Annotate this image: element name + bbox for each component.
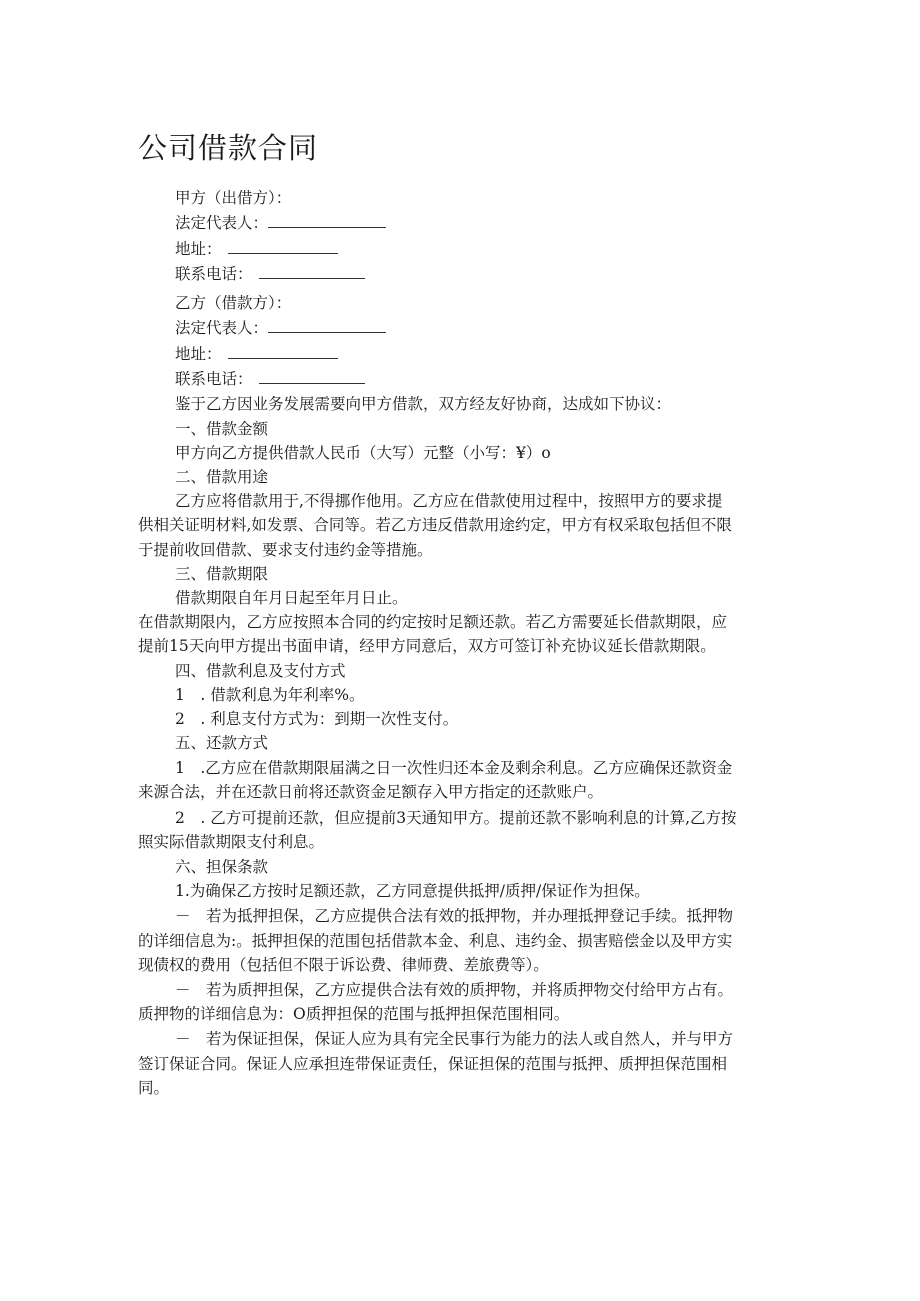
section-6-line-7: － 若为保证担保，保证人应为具有完全民事行为能力的法人或自然人，并与甲方 (175, 1030, 734, 1048)
party-a-rep-label: 法定代表人： (175, 214, 269, 232)
section-6-heading: 六、担保条款 (175, 858, 269, 876)
section-3-line-3: 提前15天向甲方提出书面申请，经甲方同意后，双方可签订补充协议延长借款期限。 (138, 637, 716, 655)
section-5-line-4: 照实际借款期限支付利息。 (138, 833, 325, 851)
section-6-line-1: 1.为确保乙方按时足额还款，乙方同意提供抵押/质押/保证作为担保。 (175, 882, 650, 900)
party-b-phone-blank (259, 369, 365, 384)
section-6-line-3: 的详细信息为:。抵押担保的范围包括借款本金、利息、违约金、损害赔偿金以及甲方实 (138, 932, 733, 950)
party-b-phone (175, 369, 365, 389)
party-b-rep-blank (268, 318, 386, 333)
section-2-line-3: 于提前收回借款、要求支付违约金等措施。 (138, 541, 433, 559)
section-5-heading: 五、还款方式 (175, 734, 269, 752)
party-a-address (175, 239, 338, 259)
party-b-representative (175, 318, 386, 338)
section-2-line-1: 乙方应将借款用于,不得挪作他用。乙方应在借款使用过程中，按照甲方的要求提 (175, 492, 723, 510)
section-6-line-9: 同。 (138, 1079, 170, 1097)
section-4-heading: 四、借款利息及支付方式 (175, 662, 346, 680)
section-5-line-2: 来源合法，并在还款日前将还款资金足额存入甲方指定的还款账户。 (138, 783, 604, 801)
party-a-heading: 甲方（出借方）： (175, 189, 292, 207)
section-5-line-3: 2 . 乙方可提前还款，但应提前3天通知甲方。提前还款不影响利息的计算,乙方按 (175, 809, 737, 827)
party-a-phone (175, 264, 365, 284)
party-a-phone-label: 联系电话： (175, 265, 253, 283)
party-b-phone-label: 联系电话： (175, 370, 253, 388)
section-4-line-2: 2 . 利息支付方式为：到期一次性支付。 (175, 710, 459, 728)
section-1-heading: 一、借款金额 (175, 420, 269, 438)
party-a-representative (175, 213, 386, 233)
party-a-addr-label: 地址： (175, 240, 222, 258)
section-6-line-6: 质押物的详细信息为：O质押担保的范围与抵押担保范围相同。 (138, 1005, 570, 1023)
party-b-heading: 乙方（借款方）： (175, 294, 292, 312)
party-a-rep-blank (268, 213, 386, 228)
section-3-line-2: 在借款期限内，乙方应按照本合同的约定按时足额还款。若乙方需要延长借款期限，应 (138, 613, 728, 631)
section-6-line-4: 现债权的费用（包括但不限于诉讼费、律师费、差旅费等）。 (138, 956, 549, 974)
document-title: 公司借款合同 (138, 131, 319, 165)
section-6-line-5: － 若为质押担保，乙方应提供合法有效的质押物，并将质押物交付给甲方占有。 (175, 981, 734, 999)
section-6-line-2: － 若为抵押担保，乙方应提供合法有效的抵押物，并办理抵押登记手续。抵押物 (175, 907, 734, 925)
section-5-line-1: 1 .乙方应在借款期限届满之日一次性归还本金及剩余利息。乙方应确保还款资金 (175, 759, 733, 777)
preamble: 鉴于乙方因业务发展需要向甲方借款，双方经友好协商，达成如下协议： (175, 395, 672, 413)
section-3-line-1: 借款期限自年月日起至年月日止。 (175, 589, 408, 607)
party-b-rep-label: 法定代表人： (175, 319, 269, 337)
section-2-heading: 二、借款用途 (175, 468, 269, 486)
party-a-phone-blank (259, 264, 365, 279)
section-6-line-8: 签订保证合同。保证人应承担连带保证责任，保证担保的范围与抵押、质押担保范围相 (138, 1055, 728, 1073)
party-a-addr-blank (228, 239, 338, 254)
section-3-heading: 三、借款期限 (175, 565, 269, 583)
section-2-line-2: 供相关证明材料,如发票、合同等。若乙方违反借款用途约定，甲方有权采取包括但不限 (138, 516, 732, 534)
section-4-line-1: 1 . 借款利息为年利率%。 (175, 686, 365, 704)
section-1-text: 甲方向乙方提供借款人民币（大写）元整（小写：¥）o (175, 444, 551, 462)
party-b-addr-blank (228, 344, 338, 359)
party-b-address (175, 344, 338, 364)
party-b-addr-label: 地址： (175, 345, 222, 363)
